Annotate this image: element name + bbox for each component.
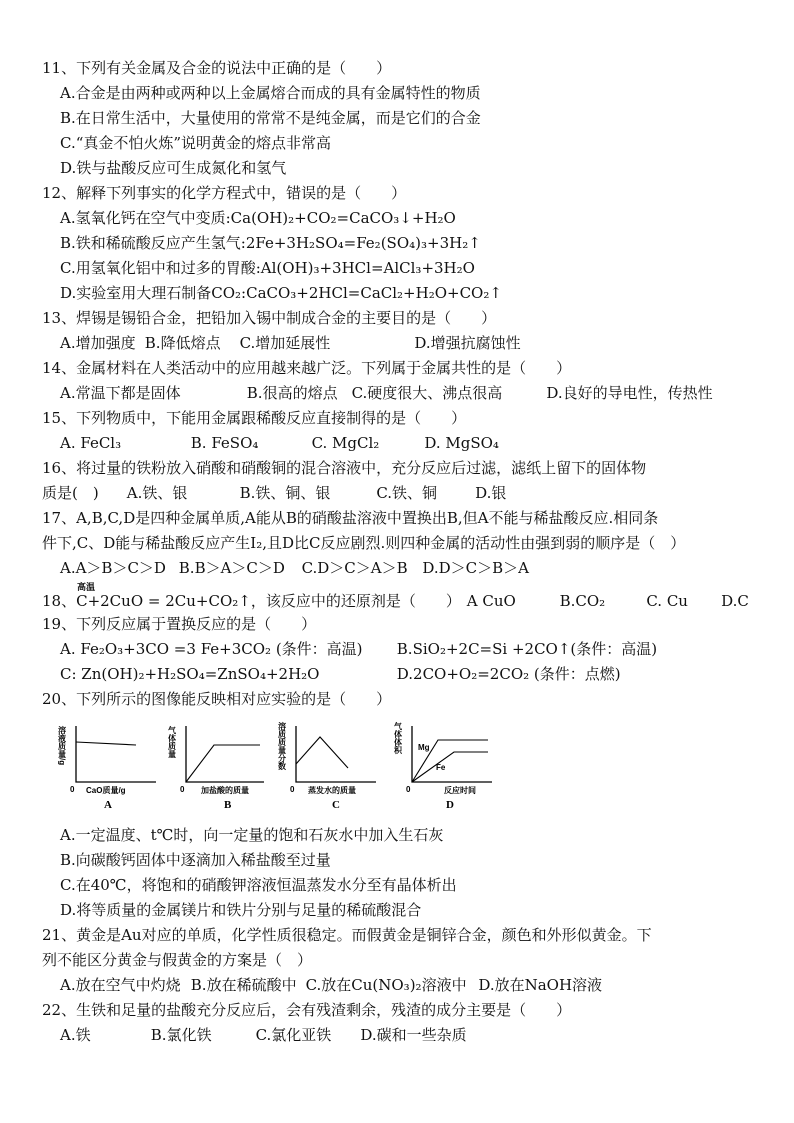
- question-17-option-b: B.B＞A＞C＞D: [178, 559, 285, 577]
- graph-b-axes: [186, 726, 264, 782]
- graph-d-label: D: [446, 799, 454, 811]
- question-13-option-c: C.增加延展性: [239, 334, 331, 352]
- graph-c-curve: [296, 737, 348, 768]
- question-17-stem: 17、A,B,C,D是四种金属单质,A能从B的硝酸盐溶液中置换出B,但A不能与稀盐酸反应.相同条: [42, 509, 659, 527]
- question-22-option-b: B.氯化铁: [150, 1026, 212, 1044]
- question-21-option-b: B.放在稀硫酸中: [190, 976, 297, 994]
- graph-b-curve: [186, 745, 260, 782]
- question-21-option-c: C.放在Cu(NO₃)₂溶液中: [305, 976, 467, 994]
- question-15-option-c: C. MgCl₂: [311, 434, 380, 452]
- question-20-stem: 20、下列所示的图像能反映相对应实验的是（ ）: [42, 690, 392, 708]
- question-16-option-b: B.铁、铜、银: [239, 484, 331, 502]
- graph-b-xlabel: 加盐酸的质量: [201, 786, 249, 795]
- question-19-options-cd: [60, 664, 621, 684]
- graph-b-label: B: [224, 799, 232, 811]
- question-20-option-a: A.一定温度、t℃时，向一定量的饱和石灰水中加入生石灰: [60, 826, 444, 844]
- question-19-options-ab: [60, 639, 657, 659]
- graph-a-axes: [76, 726, 156, 782]
- graph-d-fe-curve: [412, 752, 488, 782]
- question-16-option-d: D.银: [475, 484, 507, 502]
- question-13-option-a: A.增加强度: [60, 334, 136, 352]
- question-16-line-2: [42, 483, 506, 503]
- question-14-option-a: A.常温下都是固体: [60, 384, 181, 402]
- question-12-option-b: B.铁和稀硫酸反应产生氢气:2Fe+3H₂SO₄=Fe₂(SO₄)₃+3H₂↑: [60, 234, 481, 252]
- question-13-options: [60, 333, 521, 353]
- graph-b-origin: 0: [180, 785, 185, 794]
- question-18-option-c: C. Cu: [646, 592, 688, 610]
- question-20-option-b: B.向碳酸钙固体中逐滴加入稀盐酸至过量: [60, 851, 331, 869]
- question-18-stem: 18、C+2CuO = 2Cu+CO₂↑，该反应中的还原剂是（ ）: [42, 592, 461, 610]
- question-15-option-a: A. FeCl₃: [60, 434, 122, 452]
- graph-a-xlabel: CaO质量/g: [86, 786, 126, 795]
- question-15-option-b: B. FeSO₄: [190, 434, 259, 452]
- question-19-stem: 19、下列反应属于置换反应的是（ ）: [42, 615, 317, 633]
- question-19-option-a: A. Fe₂O₃+3CO =3 Fe+3CO₂ (条件：高温): [60, 640, 363, 658]
- question-18-option-b: B.CO₂: [559, 592, 606, 610]
- graph-d-ylabel: 气体体积: [393, 722, 403, 754]
- graph-d-fe-label: Fe: [436, 763, 446, 772]
- question-20-graphs: [56, 712, 496, 812]
- question-11-option-d: D.铁与盐酸反应可生成氮化和氢气: [60, 159, 287, 177]
- question-14-option-d: D.良好的导电性，传热性: [546, 384, 713, 402]
- question-14-option-b: B.很高的熔点: [246, 384, 338, 402]
- graph-b-ylabel: 气体质量: [167, 726, 177, 758]
- question-11-option-a: A.合金是由两种或两种以上金属熔合而成的具有金属特性的物质: [60, 84, 481, 102]
- question-15-options: [60, 433, 499, 453]
- graph-d-xlabel: 反应时间: [444, 786, 476, 795]
- graph-d-origin: 0: [406, 785, 411, 794]
- question-22-option-a: A.铁: [60, 1026, 91, 1044]
- graph-d: [412, 726, 492, 782]
- graph-a-ylabel: 溶液质量/g: [57, 726, 67, 766]
- question-13-option-b: B.降低熔点: [144, 334, 221, 352]
- graph-a-label: A: [104, 799, 112, 811]
- question-15-stem: 15、下列物质中，下能用金属跟稀酸反应直接制得的是（ ）: [42, 409, 467, 427]
- graph-b: [186, 726, 264, 782]
- graph-c-xlabel: 蒸发水的质量: [308, 786, 356, 795]
- question-21-option-d: D.放在NaOH溶液: [478, 976, 603, 994]
- question-18-line: [42, 591, 749, 611]
- question-17-option-c: C.D＞C＞A＞B: [301, 559, 408, 577]
- question-12-stem: 12、解释下列事实的化学方程式中，错误的是（ ）: [42, 184, 407, 202]
- question-17-option-d: D.D＞C＞B＞A: [422, 559, 529, 577]
- question-12-option-c: C.用氢氧化铝中和过多的胃酸:Al(OH)₃+3HCl=AlCl₃+3H₂O: [60, 259, 475, 277]
- graph-c-ylabel: 溶质质量分数: [277, 722, 287, 770]
- question-19-option-c: C: Zn(OH)₂+H₂SO₄=ZnSO₄+2H₂O: [60, 665, 320, 683]
- question-20-option-d: D.将等质量的金属镁片和铁片分别与足量的稀硫酸混合: [60, 901, 422, 919]
- question-18-option-a: A CuO: [466, 592, 516, 610]
- question-19-option-d: D.2CO+O₂=2CO₂ (条件：点燃): [396, 665, 621, 683]
- graph-c-origin: 0: [290, 785, 295, 794]
- question-13-stem: 13、焊锡是锡铅合金，把铅加入锡中制成合金的主要目的是（ ）: [42, 309, 497, 327]
- question-20-option-c: C.在40℃，将饱和的硝酸钾溶液恒温蒸发水分至有晶体析出: [60, 876, 457, 894]
- question-21-options: [60, 975, 602, 995]
- question-16-stem: 16、将过量的铁粉放入硝酸和硝酸铜的混合溶液中，充分反应后过滤，滤纸上留下的固体物: [42, 459, 647, 477]
- question-21-option-a: A.放在空气中灼烧: [60, 976, 181, 994]
- question-12-option-d: D.实验室用大理石制备CO₂:CaCO₃+2HCl=CaCl₂+H₂O+CO₂↑: [60, 284, 502, 302]
- question-18-option-d: D.C: [721, 592, 749, 610]
- graph-a: [76, 726, 156, 782]
- question-16-option-c: C.铁、铜: [376, 484, 438, 502]
- question-22-option-c: C.氯化亚铁: [255, 1026, 332, 1044]
- question-11-option-b: B.在日常生活中，大量使用的常常不是纯金属，而是它们的合金: [60, 109, 481, 127]
- question-11-option-c: C.“真金不怕火炼”说明黄金的熔点非常高: [60, 134, 332, 152]
- graph-d-mg-label: Mg: [418, 743, 430, 752]
- question-22-stem: 22、生铁和足量的盐酸充分反应后，会有残渣剩余，残渣的成分主要是（ ）: [42, 1001, 572, 1019]
- graph-c-label: C: [332, 799, 340, 811]
- question-18-condition: 高温: [77, 582, 96, 592]
- question-22-options: [60, 1025, 467, 1045]
- question-14-stem: 14、金属材料在人类活动中的应用越来越广泛。下列属于金属共性的是（ ）: [42, 359, 572, 377]
- graph-a-curve: [76, 742, 136, 745]
- question-21-stem: 21、黄金是Au对应的单质，化学性质很稳定。而假黄金是铜锌合金，颜色和外形似黄金。下: [42, 926, 652, 944]
- graph-c: [296, 726, 376, 782]
- question-15-option-d: D. MgSO₄: [424, 434, 499, 452]
- question-16-option-a: A.铁、银: [126, 484, 188, 502]
- question-21-stem-cont: 列不能区分黄金与假黄金的方案是（ ）: [42, 951, 313, 969]
- question-14-option-c: C.硬度很大、沸点很高: [351, 384, 503, 402]
- question-14-options: [60, 383, 713, 403]
- question-17-stem-cont: 件下,C、D能与稀盐酸反应产生I₂,且D比C反应剧烈.则四种金属的活动性由强到弱的顺序是（ ）: [42, 534, 686, 552]
- question-19-option-b: B.SiO₂+2C=Si +2CO↑(条件：高温): [396, 640, 658, 658]
- question-16-stem-cont: 质是( ): [42, 484, 99, 502]
- question-17-option-a: A.A＞B＞C＞D: [60, 559, 166, 577]
- question-11-stem: 11、下列有关金属及合金的说法中正确的是（ ）: [42, 59, 392, 77]
- question-22-option-d: D.碳和一些杂质: [360, 1026, 467, 1044]
- question-12-option-a: A.氢氧化钙在空气中变质:Ca(OH)₂+CO₂=CaCO₃↓+H₂O: [60, 209, 456, 227]
- question-13-option-d: D.增强抗腐蚀性: [414, 334, 521, 352]
- question-17-options: [60, 558, 529, 578]
- graph-a-origin: 0: [70, 785, 75, 794]
